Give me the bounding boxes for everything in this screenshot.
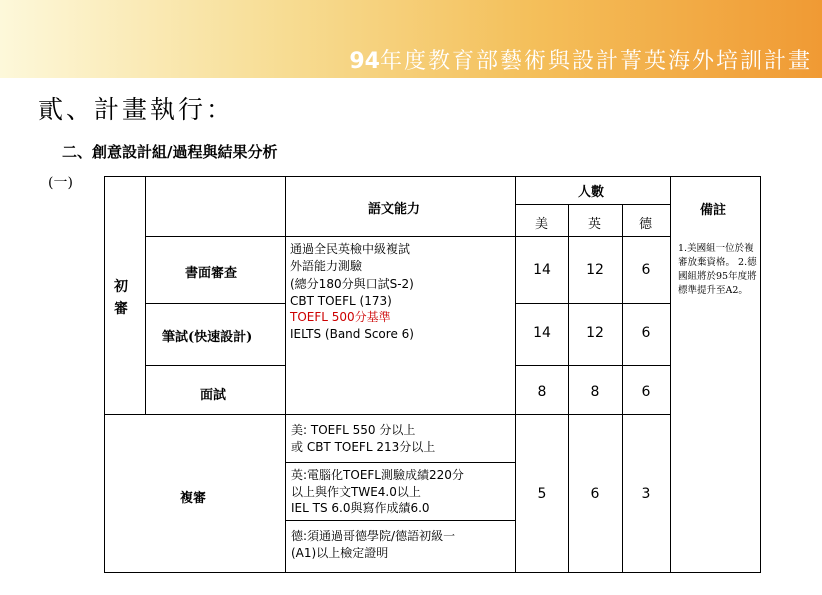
paren-label: (一) [48,175,73,191]
row-label-second-review: 複審 [180,491,207,506]
language-line-de: 德:須通過哥德學院/德語初級一 [291,529,456,543]
column-header-uk: 英 [588,217,602,232]
sub-title: 二、創意設計組/過程與結果分析 [62,143,278,161]
language-line-uk: 以上與作文TWE4.0以上 [291,485,421,499]
cell-written-de: 6 [641,325,651,341]
language-line: (總分180分與口試S-2) [290,277,414,291]
stage-char: 審 [114,301,128,317]
language-line-uk: 英:電腦化TOEFL測驗成績220分 [291,468,464,482]
language-line-us: 或 CBT TOEFL 213分以上 [291,440,436,454]
cell-interview-de: 6 [641,384,651,400]
header-title-year: 94 [349,49,380,74]
language-line-us: 美: TOEFL 550 分以上 [291,423,416,437]
notes-text: 1.美國組一位於複審放棄資格。 2.德國組將於95年度將標準提升至A2。 [678,243,757,296]
cell-interview-us: 8 [537,384,547,400]
header-title [349,44,812,75]
section-title: 貳、計畫執行： [38,95,235,124]
cell-review-de: 3 [641,486,651,502]
language-line: CBT TOEFL (173) [290,294,392,308]
language-line-uk: IEL TS 6.0與寫作成績6.0 [291,501,430,515]
row-label-written-test: 筆試(快速設計) [162,330,253,345]
row-label-document-review: 書面審查 [185,266,238,281]
cell-interview-uk: 8 [590,384,600,400]
cell-document-uk: 12 [586,262,604,278]
cell-written-us: 14 [533,325,551,341]
stage-char: 初 [114,279,128,295]
cell-written-uk: 12 [586,325,604,341]
cell-review-us: 5 [537,486,547,502]
language-line: IELTS (Band Score 6) [290,327,414,341]
stage-first-review [114,276,128,320]
cell-document-us: 14 [533,262,551,278]
language-line-highlight: TOEFL 500分基準 [290,310,391,324]
language-line: 外語能力測驗 [290,259,363,273]
row-label-interview: 面試 [200,388,227,403]
header-title-text: 年度教育部藝術與設計菁英海外培訓計畫 [379,49,812,74]
language-line-de: (A1)以上檢定證明 [291,546,389,560]
column-header-language: 語文能力 [368,202,421,217]
cell-review-uk: 6 [590,486,600,502]
column-header-notes: 備註 [700,203,727,218]
column-header-de: 德 [639,217,653,232]
column-header-people: 人數 [578,185,605,200]
column-header-us: 美 [535,217,549,232]
language-line: 通過全民英檢中級複試 [290,242,411,256]
header-banner [0,0,822,78]
cell-document-de: 6 [641,262,651,278]
